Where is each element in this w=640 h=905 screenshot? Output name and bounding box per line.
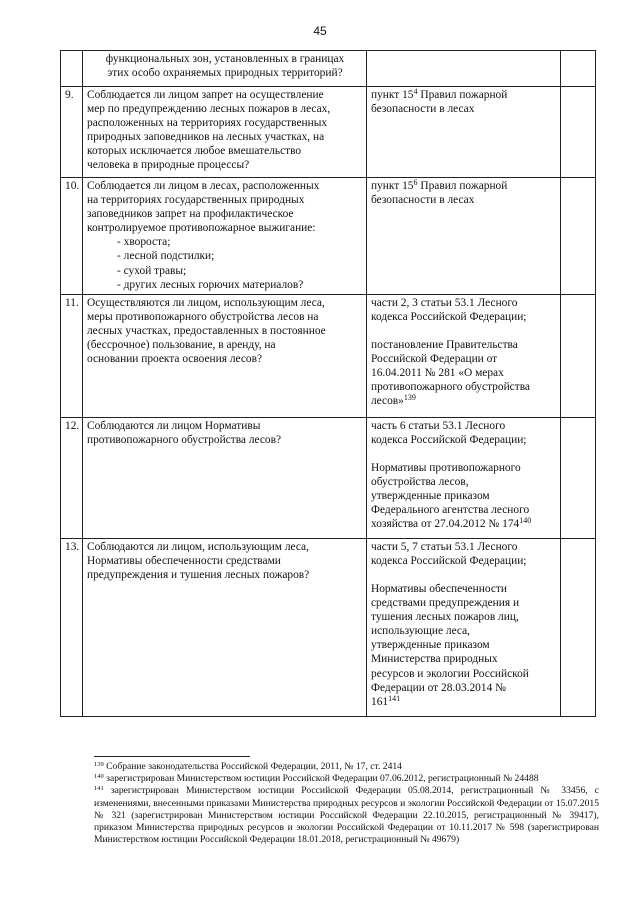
footnote: $^{139}$ Собрание законодательства Российской Федерации, 2011, № 17, ст. 2414 <box>94 761 402 772</box>
reference-line: безопасности в лесах <box>371 103 475 116</box>
mark-cell <box>561 417 596 538</box>
footnote-divider <box>94 756 250 757</box>
reference-line: постановление Правительства <box>371 338 518 351</box>
reference-cell <box>367 294 561 417</box>
row-number-cell: 11. <box>61 294 83 417</box>
reference-line: Федерального агентства лесного <box>371 504 530 517</box>
question-line: противопожарного обустройства лесов? <box>87 433 282 446</box>
reference-line: Федерации от 28.03.2014 № <box>371 681 506 694</box>
question-line: которых исключается любое вмешательство <box>87 145 302 158</box>
footnote-ref: 140 <box>519 516 532 526</box>
reference-line: тушения лесных пожаров лиц, <box>371 611 519 624</box>
page-number: 45 <box>313 24 327 38</box>
reference-line: часть 6 статьи 53.1 Лесного <box>371 419 506 432</box>
question-line: (бессрочное) пользование, в аренду, на <box>87 339 276 352</box>
row-number-cell <box>61 51 83 87</box>
table-row <box>61 294 596 417</box>
question-line: Соблюдаются ли лицом, использующим леса, <box>87 540 309 553</box>
table-row <box>61 417 596 538</box>
question-list-item: - лесной подстилки; <box>117 250 215 263</box>
reference-line: безопасности в лесах <box>371 194 475 207</box>
reference-cell <box>367 87 561 178</box>
question-cell <box>83 51 367 87</box>
row-number-cell: 13. <box>61 538 83 716</box>
question-line: мер по предупреждению лесных пожаров в лесах, <box>87 103 331 116</box>
reference-line: части 5, 7 статьи 53.1 Лесного <box>371 540 518 553</box>
question-cell <box>83 294 367 417</box>
question-line: функциональных зон, установленных в границах <box>105 53 345 65</box>
question-list-item: - сухой травы; <box>117 264 187 277</box>
mark-cell <box>561 51 596 87</box>
table-row <box>61 87 596 178</box>
question-line: заповедников запрет на профилактическое <box>87 208 294 221</box>
question-line: Соблюдаются ли лицом Нормативы <box>87 419 261 432</box>
reference-line: утвержденные приказом <box>371 490 490 503</box>
question-line: расположенных на территориях государственных <box>87 117 328 130</box>
mark-cell <box>561 294 596 417</box>
question-cell <box>83 417 367 538</box>
reference-line: Нормативы обеспеченности <box>371 582 507 595</box>
reference-line: 16.04.2011 № 281 «О мерах <box>371 367 504 380</box>
reference-line: кодекса Российской Федерации; <box>371 310 527 323</box>
footnote: $^{141}$ зарегистрирован Министерством юстиции Российской Федерации 05.08.2014, регистрационный № 33456, с изменениями, внесенными приказами Министерства природных ресурсов и экологии Российской Федерации от 15.07.2015 № 321 (зарегистрирован Министерством юстиции Российской Федерации 22.10.2015, регистрационный № 39417), приказом Министерства природных ресурсов и экологии Российской Федерации от 10.11.2017 № 598 (зарегистрирован Министерством юстиции Российской Федерации 18.01.2018, регистрационный № 49679) <box>94 785 599 846</box>
reference-line: противопожарного обустройства <box>371 381 530 394</box>
row-number-cell: 12. <box>61 417 83 538</box>
reference-line: утвержденные приказом <box>371 639 490 652</box>
question-line: предупреждения и тушения лесных пожаров? <box>87 568 310 581</box>
question-line: на территориях государственных природных <box>87 194 305 207</box>
reference-cell <box>367 538 561 716</box>
question-cell <box>83 178 367 295</box>
reference-line: кодекса Российской Федерации; <box>371 433 527 446</box>
mark-cell <box>561 538 596 716</box>
footnote-ref: 141 <box>388 693 401 703</box>
question-line: основании проекта освоения лесов? <box>87 353 263 366</box>
reference-line: $161^{141}$ <box>371 693 401 708</box>
reference-line: обустройства лесов, <box>371 476 469 489</box>
question-list-item: - хвороста; <box>117 236 171 249</box>
footnote-ref: 139 <box>403 393 416 403</box>
reference-line: пункт $15^4$ Правил пожарной <box>371 87 508 101</box>
reference-line: части 2, 3 статьи 53.1 Лесного <box>371 296 518 309</box>
question-line: контролируемое противопожарное выжигание: <box>87 222 316 235</box>
reference-cell <box>367 51 561 87</box>
reference-line: лесов»$^{139}$ <box>371 393 416 408</box>
footnote: $^{140}$ зарегистрирован Министерством юстиции Российской Федерации 07.06.2012, регистрационный № 24488 <box>94 773 539 785</box>
row-number-cell: 9. <box>61 87 83 178</box>
checklist-table <box>60 50 596 717</box>
question-line: Осуществляются ли лицом, использующим леса, <box>87 296 325 309</box>
question-line: природных заповедников на лесных участках, на <box>87 131 325 144</box>
reference-cell <box>367 178 561 295</box>
question-line: Нормативы обеспеченности средствами <box>87 554 281 567</box>
reference-line: Нормативы противопожарного <box>371 461 521 474</box>
table-row <box>61 538 596 716</box>
footnotes <box>94 761 599 846</box>
question-cell <box>83 87 367 178</box>
row-number-cell: 10. <box>61 178 83 295</box>
question-line: лесных участках, предоставленных в постоянное <box>87 324 326 337</box>
table-row <box>61 51 596 87</box>
question-line: меры противопожарного обустройства лесов на <box>87 310 319 323</box>
reference-line: ресурсов и экологии Российской <box>371 667 529 680</box>
question-list-item: - других лесных горючих материалов? <box>117 278 304 291</box>
reference-line: пункт $15^6$ Правил пожарной <box>371 178 508 192</box>
question-cell <box>83 538 367 716</box>
table-row <box>61 178 596 295</box>
reference-line: хозяйства от 27.04.2012 № $174^{140}$ <box>371 516 532 531</box>
question-line: Соблюдается ли лицом запрет на осуществление <box>87 89 324 101</box>
reference-line: Российской Федерации от <box>371 353 498 366</box>
reference-line: средствами предупреждения и <box>371 597 520 610</box>
reference-cell <box>367 417 561 538</box>
question-line: Соблюдается ли лицом в лесах, расположенных <box>87 180 320 192</box>
reference-line: кодекса Российской Федерации; <box>371 554 527 567</box>
mark-cell <box>561 87 596 178</box>
mark-cell <box>561 178 596 295</box>
reference-line: использующие леса, <box>371 625 471 638</box>
question-line: этих особо охраняемых природных территорий? <box>107 67 343 80</box>
question-line: человека в природные процессы? <box>87 159 250 172</box>
reference-line: Министерства природных <box>371 653 498 666</box>
